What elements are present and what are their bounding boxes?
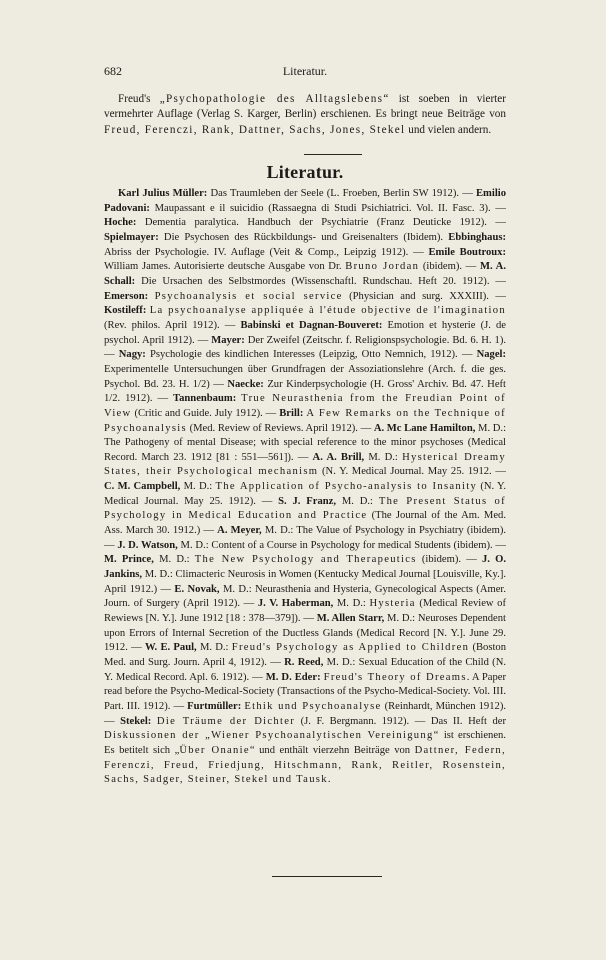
citation-text: (N. Y. Medical Journal. May 25. 1912). — [104,481,506,507]
citation-text: M. D.: Sexual Education of the Child (N. Y. Medical Record. Apl. 6. 1912). — [104,657,507,683]
citation-text: M. D.: Climacteric Neurosis in Women (Kentucky Medical Journal [Louisville, Ky.]. April 1912.) — [104,569,506,595]
author-name: R. Reed, [284,657,324,668]
author-name: J. V. Haberman, [257,598,334,610]
author-name: Brill: [279,407,304,419]
citation-text: (The Journal of the Am. Med. Ass. March 30. 1912.) — [104,510,506,537]
citation-text: (Critic and Guide. July 1912). — [131,407,280,419]
spaced-title: True Neurasthenia from the Freudian Point of View [104,393,506,419]
author-name: Spielmayer: [104,231,159,243]
citation-text: M. D.: [336,495,379,507]
spaced-title: A Few Remarks on the Technique of Psychoanalysis [104,407,506,434]
spaced-title: Psychoanalysis et social service [154,290,343,302]
citation-text: Die Ursachen des Selbstmordes (Wissenschaftl. Rundschau. Heft 20. 1912). — [135,275,506,287]
page-header [104,64,506,80]
citation-text: (Reinhardt, München 1912). — [104,700,507,727]
citation-text: M. D.: The Value of Psychology in Psychiatry (ibidem). — [104,525,506,551]
citation-text: M. D.: [153,554,195,566]
citation-text: (N. Y. Medical Journal. May 25. 1912. — [318,466,507,478]
citation-text: M. D.: [333,598,370,610]
notice-text: Freud's [118,93,160,105]
author-name: S. J. Franz, [278,495,336,507]
citation-text: M. D.: [196,642,232,654]
author-name: W. E. Paul, [144,642,197,654]
citation-text: Psychologie des kindlichen Interesses (Leipzig, Otto Nemnich, 1912). — [145,349,477,361]
author-name: Karl Julius Müller: [118,188,208,199]
spaced-title: Bruno Jordan [345,261,420,273]
spaced-title: Freud's Theory of Dreams [323,671,467,683]
author-name: Emerson: [104,290,149,302]
author-name: Mayer: [211,334,245,346]
citation-text: M. D.: Neurasthenia and Hysteria, Gynecological Aspects (Amer. Journ. of Surgery (April 1912). — [104,583,506,610]
spaced-title: Diskussionen der „Wiener Psychoanalytischen Vereinigung“ [104,730,440,742]
citation-text: (Med. Review of Reviews. April 1912). — [186,422,374,434]
citation-text: Emotion et hysterie (J. de psychol. April 1912). — [104,319,506,346]
citation-text: Die Psychosen des Rückbildungs- und Greisenalters (Ibidem). [158,231,449,243]
spaced-title: Freud's Psychology as Applied to Children [231,642,470,654]
divider-rule [304,154,362,155]
spaced-title: The Present Status of Psychology in Medical Education and Practice [104,495,506,522]
citation-text: M. D.: The Pathogeny of mental Disease; with special reference to the minor psychoses (Medical Record. March 23. 1912 [81 : 551—561]). — [104,422,507,463]
author-name: Ebbinghaus: [448,231,506,243]
citation-text: Der Zweifel (Zeitschr. f. Religionspsychologie. Bd. 6. H. 1). — [104,334,506,361]
bibliography-paragraph [104,187,506,788]
author-name: Nagel: [476,349,506,361]
author-name: A. A. Brill, [312,451,365,463]
author-name: E. Novak, [174,583,220,595]
spaced-title: Hysterical Dreamy States, their Psychological mechanism [104,451,507,478]
page-number: 682 [104,64,122,78]
citation-text: . A Paper read before the Psycho-Medical-Society (Transactions of the Psycho-Medical-Society. Vol. III. Part. III. 1912). — [104,671,507,712]
citation-text: (ibidem). — [419,261,480,273]
citation-text: Das Traumleben der Seele (L. Froeben, Berlin SW 1912). — [207,188,476,199]
author-name: Kostileff: [104,305,147,317]
author-name: A. Mc Lane Hamilton, [373,422,476,434]
citation-text: (Medical Review of Rewiews [N. Y.]. June 1912 [18 : 378—379]). — [104,598,506,625]
end-rule [272,876,382,877]
citation-text: M. D.: [364,451,403,463]
author-name: Naecke: [227,378,264,390]
citation-text: Abriss der Psychologie. IV. Auflage (Veit & Comp., Leipzig 1912). — [104,246,429,258]
author-name: Emile Boutroux: [428,246,506,258]
spaced-title: The Application of Psycho-analysis to Insanity [215,481,478,493]
author-name: M. D. Eder: [265,671,321,683]
citation-text: (Physician and surg. XXXIII). — [342,290,506,302]
spaced-title: Hysteria [369,598,416,610]
notice-book-title: „Psychopathologie des Alltagslebens“ [159,93,390,105]
notice-text: ist soeben in vierter vermehrter Auflage (Verlag S. Karger, Berlin) erschienen. Es bringt neue Beiträge von [104,93,506,121]
author-name: C. M. Campbell, [104,481,181,493]
author-name: M. Prince, [104,554,154,566]
citation-text: Dementia paralytica. Handbuch der Psychiatrie (Franz Deuticke 1912). — [136,217,506,229]
author-name: Furtmüller: [187,700,242,712]
citation-text: M. D.: Content of a Course in Psychology for medical Students (ibidem). — [177,539,506,551]
citation-text: (Boston Med. and Surg. Journ. April 4, 1912). — [104,642,506,668]
citation-text: Experimentelle Untersuchungen über Grundfragen der Assoziationslehre (Arch. f. die ges. Psychol. Bd. 23. H. 1/2) — [104,363,506,390]
author-name: Stekel: [120,715,152,727]
spaced-title: Über Onanie [179,744,250,756]
citation-text: William James. Autorisierte deutsche Ausgabe von Dr. [104,261,346,273]
citation-text: M. D.: Neuroses Dependent upon Errors of Internal Secretion of the Ductless Glands (Medical Record [N. Y.]. June 29. 1912. — [104,613,506,654]
author-name: Tannenbaum: [173,393,237,405]
notice-authors: Freud, Ferenczi, Rank, Dattner, Sachs, Jones, Stekel [104,123,406,136]
spaced-title: The New Psychology and Therapeutics [194,554,417,566]
author-name: Hoche: [104,217,137,229]
author-name: Emilio Padovani: [104,188,507,214]
citation-text: Maupassant e il suicidio (Rassaegna di Studi Psichiatrici. Vol. II. Fasc. 3). — [149,202,506,214]
publication-notice [104,92,506,138]
author-name: Babinski et Dagnan-Bouveret: [240,319,383,331]
author-name: Nagy: [118,349,146,361]
spaced-title: Dattner, Federn, Ferenczi, Freud, Friedjung, Hitschmann, Rank, Reitler, Rosenstein, Sachs, Sadger, Steiner, Stekel und Tausk [104,744,506,786]
citation-text: (J. F. Bergmann. 1912). — Das II. Heft der [295,715,506,727]
notice-text: und vielen andern. [405,123,492,136]
running-title: Literatur. [282,64,328,78]
spaced-title: La psychoanalyse appliquée à l'étude objective de l'imagination [149,305,506,317]
section-title: Literatur. [266,162,344,182]
citation-text: M. D.: [180,481,216,493]
citation-text: . [327,774,331,786]
citation-text: (ibidem). — [416,554,482,566]
spaced-title: Ethik und Psychoanalyse [244,700,382,712]
citation-text: “ und enthält vierzehn Beiträge von [249,744,415,756]
citation-text: Zur Kinderpsychologie (H. Gross' Archiv. Bd. 47. Heft 1/2. 1912). — [104,378,506,405]
author-name: J. O. Jankins, [104,554,506,581]
author-name: M. A. Schall: [104,261,506,287]
author-name: A. Meyer, [217,525,262,537]
author-name: M. Allen Starr, [316,613,385,625]
citation-text: (Rev. philos. April 1912). — [104,319,241,331]
citation-text: ist erschienen. Es betitelt sich „ [104,730,507,756]
spaced-title: Die Träume der Dichter [156,715,296,727]
author-name: J. D. Watson, [117,539,178,551]
